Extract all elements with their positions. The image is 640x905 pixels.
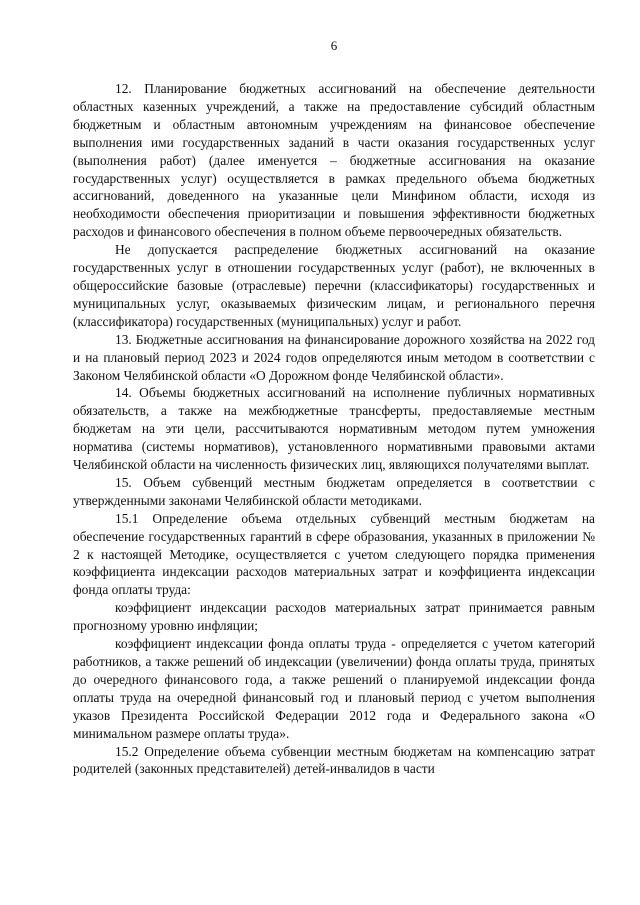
paragraph-13: 13. Бюджетные ассигнования на финансирование дорожного хозяйства на 2022 год и на плановый период 2023 и 2024 годов определяются иным методом в соответствии с Законом Челябинской области «О Дорожном фонде Челябинской области». <box>73 331 595 383</box>
paragraph-15-1: 15.1 Определение объема отдельных субвенций местным бюджетам на обеспечение государственных гарантий в сфере образования, указанных в приложении № 2 к настоящей Методике, осуществляется с учетом следующего порядка применения коэффициента индексации расходов материальных затрат и коэффициента индексации фонда оплаты труда: <box>73 510 595 598</box>
paragraph-payroll-coefficient: коэффициент индексации фонда оплаты труда - определяется с учетом категорий работников, а также решений об индексации (увеличении) фонда оплаты труда, принятых до очередного финансового года, а также решений о планируемой индексации фонда оплаты труда на очередной финансовый год и плановый период с учетом выполнения указов Президента Российской Федерации 2012 года и Федерального закона «О минимальном размере оплаты труда». <box>73 636 595 741</box>
paragraph-15-2: 15.2 Определение объема субвенции местным бюджетам на компенсацию затрат родителей (законных представителей) детей-инвалидов в части <box>73 743 595 777</box>
page-number: 6 <box>330 38 338 53</box>
paragraph-14: 14. Объемы бюджетных ассигнований на исполнение публичных нормативных обязательств, а также на межбюджетные трансферты, предоставляемые местным бюджетам на эти цели, рассчитываются нормативным методом путем умножения норматива (системы нормативов), установленного нормативными правовыми актами Челябинской области на численность физических лиц, являющихся получателями выплат. <box>73 385 595 473</box>
paragraph-12: 12. Планирование бюджетных ассигнований на обеспечение деятельности областных казенных учреждений, а также на предоставление субсидий областным бюджетным и областным автономным учреждениям на финансовое обеспечение выполнения ими государственных заданий в части оказания государственных услуг (выполнения работ) (далее именуется – бюджетные ассигнования на оказание государственных услуг) осуществляется в рамках предельного объема бюджетных ассигнований, доведенного на указанные цели Минфином области, исходя из необходимости обеспечения приоритизации и повышения эффективности бюджетных расходов и финансового обеспечения в полном объеме первоочередных обязательств. <box>73 81 595 240</box>
paragraph-12-restriction: Не допускается распределение бюджетных ассигнований на оказание государственных услуг в отношении государственных услуг (работ), не включенных в общероссийские базовые (отраслевые) перечни (классификаторы) государственных и муниципальных услуг, оказываемых физическим лицам, и регионального перечня (классификатора) государственных (муниципальных) услуг и работ. <box>73 242 595 329</box>
paragraph-15: 15. Объем субвенций местным бюджетам определяется в соответствии с утвержденными законами Челябинской области методиками. <box>73 474 595 508</box>
paragraph-material-costs-coefficient: коэффициент индексации расходов материальных затрат принимается равным прогнозному уровню инфляции; <box>73 600 595 634</box>
